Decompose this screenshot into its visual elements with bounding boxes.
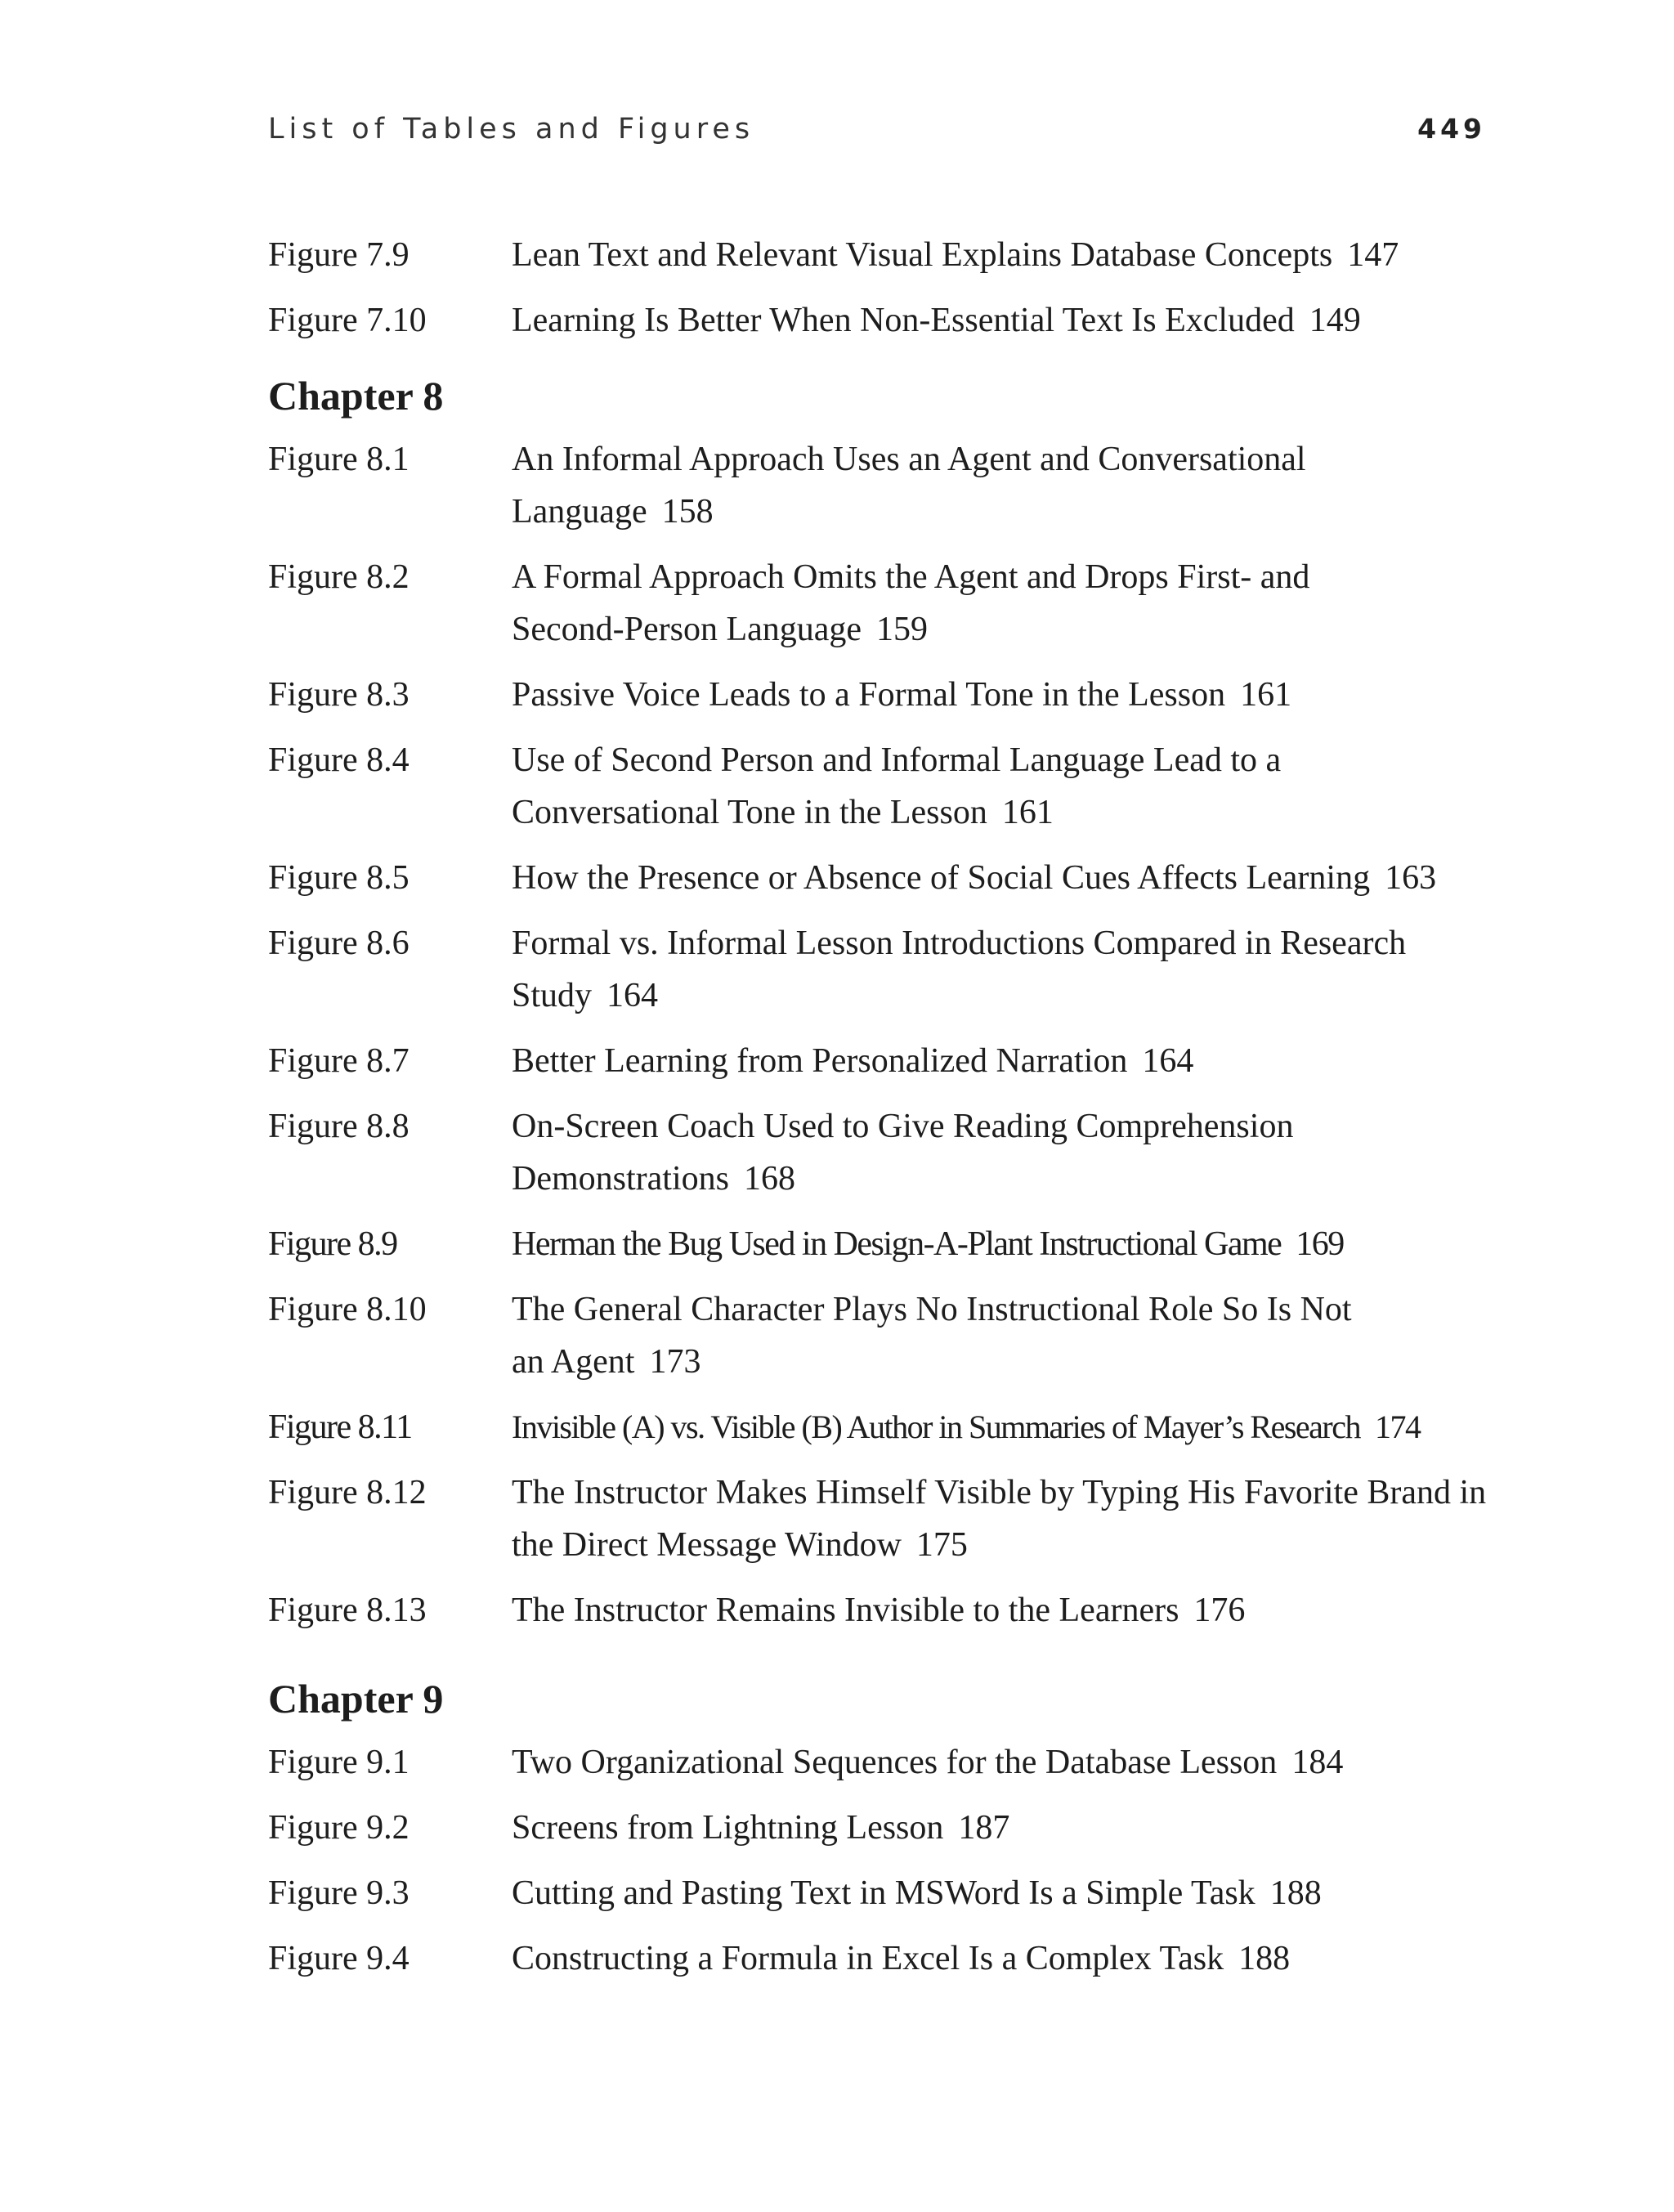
- figure-title: [512, 1100, 1337, 1205]
- figure-label: Figure 8.2: [268, 558, 410, 596]
- figure-label: Figure 8.3: [268, 676, 410, 714]
- figure-title-text: The Instructor Remains Invisible to the Learners: [512, 1592, 1179, 1629]
- figure-title: [512, 669, 1494, 721]
- figure-title: [512, 294, 1494, 347]
- figure-title-text: Better Learning from Personalized Narration: [512, 1042, 1128, 1080]
- figure-label: Figure 7.9: [268, 236, 410, 274]
- figure-title-text: A Formal Approach Omits the Agent and Drops First- and Second-Person Language: [512, 558, 1318, 648]
- list-entry: [268, 1867, 1494, 1919]
- figure-title: [512, 1867, 1494, 1919]
- list-entry: [268, 1932, 1494, 1985]
- list-entry: [268, 1584, 1494, 1637]
- figure-page-number: 187: [958, 1809, 1010, 1847]
- figure-label: Figure 8.10: [268, 1291, 427, 1328]
- section-chapter-8: [268, 369, 1494, 1637]
- list-entry: [268, 1035, 1494, 1087]
- figure-page-number: 173: [649, 1343, 701, 1381]
- figure-label: Figure 7.10: [268, 302, 427, 339]
- figure-title-text: Constructing a Formula in Excel Is a Complex Task: [512, 1940, 1224, 1977]
- figure-title-text: Two Organizational Sequences for the Database Lesson: [512, 1744, 1278, 1781]
- list-entry: [268, 734, 1494, 839]
- figure-label: Figure 8.4: [268, 741, 410, 779]
- figure-page-number: 176: [1193, 1592, 1246, 1629]
- figure-page-number: 149: [1309, 302, 1361, 339]
- figure-label: Figure 8.12: [268, 1474, 427, 1511]
- figure-page-number: 161: [1240, 676, 1292, 714]
- figure-page-number: 188: [1269, 1874, 1322, 1912]
- figure-label: Figure 9.4: [268, 1940, 410, 1977]
- list-entry: [268, 229, 1494, 281]
- figure-label: Figure 8.5: [268, 859, 410, 897]
- figure-label: Figure 8.8: [268, 1108, 410, 1145]
- list-entry: [268, 1802, 1494, 1854]
- figure-label: Figure 8.11: [268, 1408, 412, 1446]
- figure-page-number: 158: [661, 493, 714, 531]
- figure-title: [512, 229, 1494, 281]
- figure-page-number: 159: [876, 611, 929, 648]
- figure-title: [512, 1035, 1494, 1087]
- figure-title-text: Formal vs. Informal Lesson Introductions Compared in Research Study: [512, 925, 1415, 1014]
- chapter-heading: Chapter 8: [268, 373, 444, 419]
- figure-title-text: Lean Text and Relevant Visual Explains Database Concepts: [512, 236, 1333, 274]
- figure-page-number: 164: [1142, 1042, 1194, 1080]
- figure-title: [512, 1466, 1494, 1571]
- figure-page-number: 163: [1385, 859, 1437, 897]
- figure-title-text: Screens from Lightning Lesson: [512, 1809, 944, 1847]
- list-entry: [268, 1218, 1494, 1270]
- figure-title: [512, 1401, 1494, 1453]
- figure-label: Figure 8.9: [268, 1225, 397, 1263]
- figure-title: [512, 433, 1329, 538]
- list-entry: [268, 669, 1494, 721]
- section-chapter-7-continued: [268, 229, 1494, 347]
- figure-title: [512, 551, 1345, 656]
- figure-page-number: 161: [1001, 794, 1054, 831]
- figure-label: Figure 8.6: [268, 925, 410, 962]
- list-entry: [268, 294, 1494, 347]
- figure-title-text: The Instructor Makes Himself Visible by Typing His Favorite Brand in the Direct Message Window: [512, 1474, 1495, 1564]
- figure-title: [512, 734, 1321, 839]
- list-entry: [268, 1100, 1494, 1205]
- list-entry: [268, 1466, 1494, 1571]
- figure-page-number: 164: [606, 977, 659, 1014]
- list-entry: [268, 1736, 1494, 1789]
- figure-title: [512, 852, 1494, 904]
- list-entry: [268, 852, 1494, 904]
- figure-page-number: 174: [1374, 1408, 1421, 1445]
- figure-title-text: How the Presence or Absence of Social Cues Affects Learning: [512, 859, 1371, 897]
- list-entry: [268, 551, 1494, 656]
- figure-page-number: 184: [1291, 1744, 1344, 1781]
- figure-page-number: 168: [743, 1160, 795, 1198]
- figure-title: [512, 1283, 1378, 1388]
- figure-title-text: Herman the Bug Used in Design-A-Plant Instructional Game: [512, 1225, 1282, 1263]
- figure-page-number: 175: [915, 1526, 968, 1564]
- figure-title-text: Passive Voice Leads to a Formal Tone in the Lesson: [512, 676, 1226, 714]
- figure-label: Figure 8.1: [268, 441, 410, 478]
- figure-title: [512, 1932, 1494, 1985]
- figure-label: Figure 8.7: [268, 1042, 410, 1080]
- figure-title-text: Cutting and Pasting Text in MSWord Is a Simple Task: [512, 1874, 1256, 1912]
- figure-label: Figure 9.1: [268, 1744, 410, 1781]
- section-chapter-9: [268, 1672, 1494, 1985]
- figure-title-text: On-Screen Coach Used to Give Reading Comprehension Demonstrations: [512, 1108, 1302, 1198]
- figure-title: [512, 1218, 1494, 1270]
- figure-title-text: Invisible (A) vs. Visible (B) Author in Summaries of Mayer’s Research: [512, 1408, 1360, 1445]
- figure-page-number: 169: [1296, 1225, 1344, 1263]
- list-entry: [268, 917, 1494, 1022]
- figure-title-text: Use of Second Person and Informal Language Lead to a Conversational Tone in the Lesson: [512, 741, 1290, 831]
- figure-title-text: Learning Is Better When Non-Essential Text Is Excluded: [512, 302, 1295, 339]
- figure-list: [268, 229, 1494, 1998]
- figure-label: Figure 8.13: [268, 1592, 427, 1629]
- figure-title: [512, 917, 1443, 1022]
- figure-title: [512, 1584, 1494, 1637]
- figure-label: Figure 9.3: [268, 1874, 410, 1912]
- list-entry: [268, 1401, 1494, 1453]
- page-number: 449: [1417, 113, 1486, 145]
- list-entry: [268, 433, 1494, 538]
- list-entry: [268, 1283, 1494, 1388]
- figure-page-number: 188: [1238, 1940, 1291, 1977]
- figure-title-text: The General Character Plays No Instructional Role So Is Not an Agent: [512, 1291, 1361, 1381]
- figure-title-text: An Informal Approach Uses an Agent and Conversational Language: [512, 441, 1315, 531]
- running-head: [268, 113, 1486, 154]
- figure-label: Figure 9.2: [268, 1809, 410, 1847]
- chapter-heading: Chapter 9: [268, 1676, 444, 1722]
- figure-page-number: 147: [1347, 236, 1399, 274]
- figure-title: [512, 1736, 1494, 1789]
- running-title: List of Tables and Figures: [268, 113, 755, 146]
- figure-title: [512, 1802, 1494, 1854]
